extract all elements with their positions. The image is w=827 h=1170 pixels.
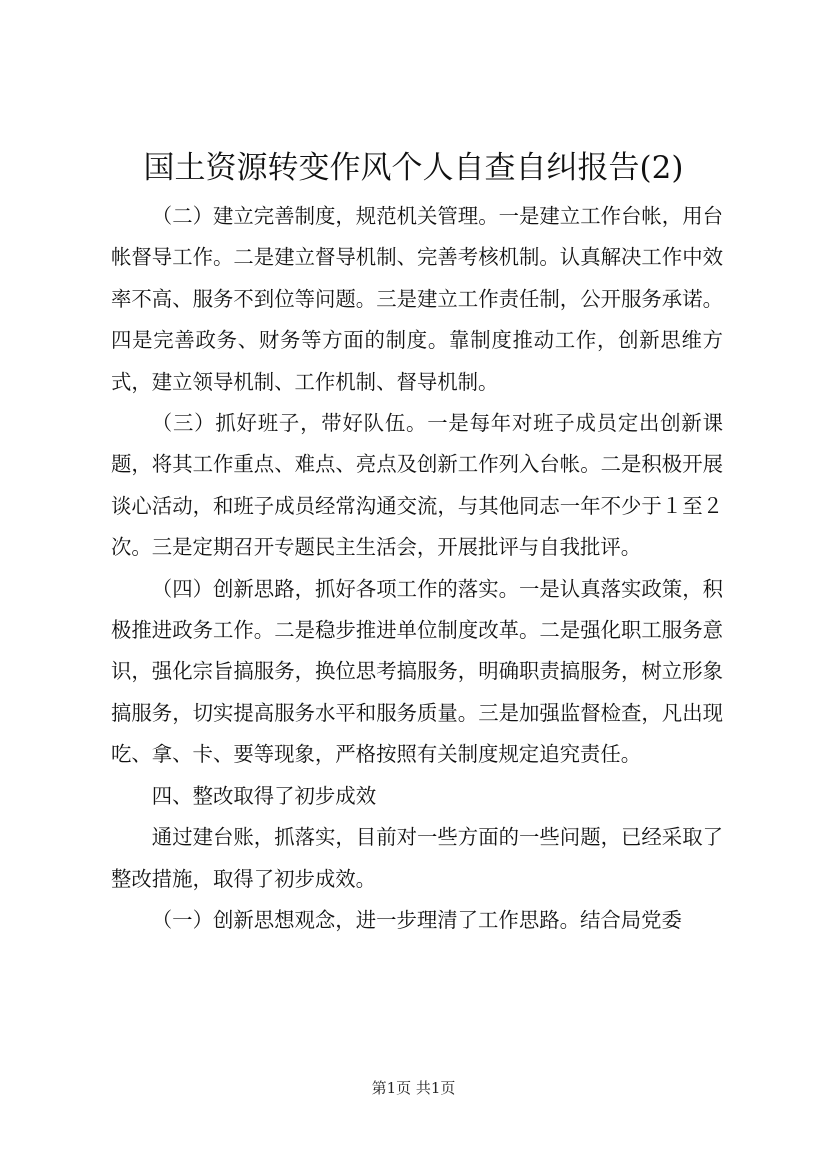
paragraph-institution-building: （二）建立完善制度，规范机关管理。一是建立工作台帐，用台帐督导工作。二是建立督导机制、完善考核机制。认真解决工作中效率不高、服务不到位等问题。三是建立工作责任制，公开服务承诺。四是完善政务、财务等方面的制度。靠制度推动工作，创新思维方式，建立领导机制、工作机制、督导机制。 — [111, 204, 723, 394]
paragraph-thinking: （一）创新思想观念，进一步理清了工作思路。结合局党委 — [151, 907, 682, 932]
paragraph-team-building: （三）抓好班子，带好队伍。一是每年对班子成员定出创新课题，将其工作重点、难点、亮点及创新工作列入台帐。二是积极开展谈心活动，和班子成员经常沟通交流，与其他同志一年不少于１至２次。三是定期召开专题民主生活会，开展批评与自我批评。 — [111, 411, 723, 560]
paragraph-innovation: （四）创新思路，抓好各项工作的落实。一是认真落实政策，积极推进政务工作。二是稳步推进单位制度改革。二是强化职工服务意识，强化宗旨搞服务，换位思考搞服务，明确职责搞服务，树立形象搞服务，切实提高服务水平和服务质量。三是加强监督检查，凡出现吃、拿、卡、要等现象，严格按照有关制度规定追究责任。 — [111, 576, 723, 767]
page-footer: 第1页 共1页 — [371, 1079, 456, 1097]
paragraph-results-intro: 通过建台账，抓落实，目前对一些方面的一些问题，已经采取了整改措施，取得了初步成效。 — [111, 825, 723, 891]
document-body — [111, 196, 723, 941]
section-heading-results: 四、整改取得了初步成效 — [151, 783, 377, 808]
document-title: 国土资源转变作风个人自查自纠报告(2) — [143, 150, 684, 186]
